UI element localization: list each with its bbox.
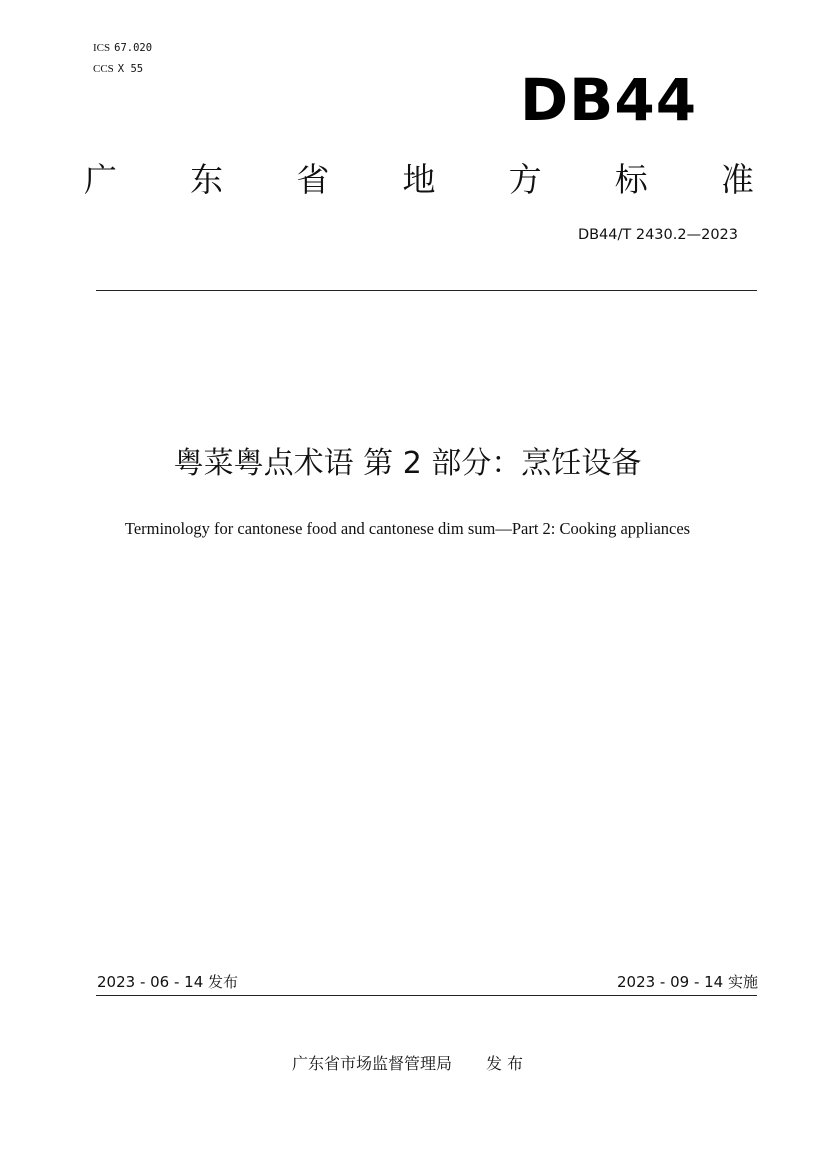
document-title-chinese: 粤菜粤点术语 第 2 部分：烹饪设备 — [173, 446, 642, 481]
ccs-value: X 55 — [117, 63, 144, 75]
ics-label: ICS — [93, 42, 111, 54]
title-char: 地 — [402, 160, 436, 199]
title-char: 东 — [190, 160, 224, 199]
effective-date: 2023 - 09 - 14 实施 — [616, 973, 758, 991]
issuer-name: 广东省市场监督管理局 — [291, 1054, 452, 1073]
title-char: 省 — [296, 160, 330, 199]
dates-divider — [96, 995, 757, 996]
title-char: 广 — [84, 160, 117, 199]
ics-code — [93, 41, 152, 55]
ics-value: 67.020 — [114, 42, 153, 54]
ccs-label: CCS — [93, 63, 114, 75]
title-char: 方 — [508, 160, 542, 199]
issuing-authority — [200, 1052, 615, 1076]
standard-type-title — [84, 158, 754, 202]
title-char: 标 — [614, 160, 648, 199]
ccs-code — [93, 62, 143, 76]
document-title-english: Terminology for cantonese food and cantonese dim sum—Part 2: Cooking appliances — [124, 519, 691, 538]
title-char: 准 — [720, 160, 754, 199]
issue-date: 2023 - 06 - 14 发布 — [97, 973, 239, 991]
standard-number: DB44/T 2430.2—2023 — [577, 227, 738, 243]
db44-logo: DB44 — [520, 66, 698, 134]
header-divider — [96, 290, 757, 291]
issuer-action: 发 布 — [485, 1054, 524, 1073]
